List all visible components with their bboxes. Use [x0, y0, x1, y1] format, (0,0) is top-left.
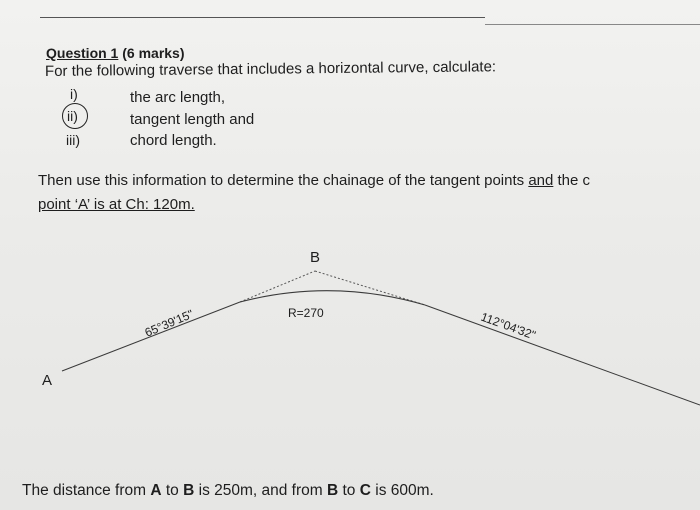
- item-number-2: ii): [67, 108, 78, 124]
- instruction-line-1: [38, 172, 590, 189]
- instruction-line-2: point ‘A’ is at Ch: 120m.: [38, 196, 195, 213]
- item-text-3: chord length.: [130, 132, 217, 149]
- distance-statement: [22, 482, 434, 500]
- distance-text-3: is 250m, and from: [194, 482, 327, 499]
- radius-label: R=270: [288, 306, 324, 320]
- horizontal-curve: [240, 291, 425, 305]
- distance-point-a: A: [150, 482, 162, 499]
- top-rule: [40, 17, 485, 18]
- distance-point-b: B: [183, 482, 195, 499]
- instruction-and: and: [528, 172, 554, 189]
- distance-text-5: is 600m.: [370, 482, 434, 499]
- item-number-1: i): [70, 86, 78, 102]
- dotted-line-to-b-right: [315, 271, 425, 305]
- distance-text-2: to: [161, 482, 184, 499]
- question-number: Question 1: [46, 45, 119, 61]
- label-a: A: [42, 372, 53, 389]
- item-text-1: the arc length,: [130, 89, 226, 106]
- instruction-text: Then use this information to determine the chainage of the tangent points: [38, 172, 529, 189]
- item-number-3: iii): [66, 132, 80, 148]
- tangent-line-bc: [425, 305, 700, 405]
- label-b: B: [310, 249, 321, 266]
- distance-text-4: to: [338, 482, 360, 499]
- item-text-2: tangent length and: [130, 111, 255, 128]
- bearing-ab-label: 65°39'15": [142, 306, 196, 340]
- bearing-bc-label: 112°04'32": [478, 309, 538, 343]
- distance-point-c: C: [359, 482, 371, 499]
- instruction-cut: the c: [553, 172, 591, 189]
- dotted-line-to-b-left: [240, 271, 315, 302]
- top-rule-right: [485, 24, 700, 25]
- question-intro: For the following traverse that includes a horizontal curve, calculate:: [44, 58, 497, 80]
- traverse-diagram: [0, 235, 700, 475]
- distance-point-b-2: B: [326, 482, 339, 499]
- question-title: [46, 45, 185, 61]
- distance-text-1: The distance from: [22, 482, 151, 499]
- question-marks: (6 marks): [118, 45, 185, 61]
